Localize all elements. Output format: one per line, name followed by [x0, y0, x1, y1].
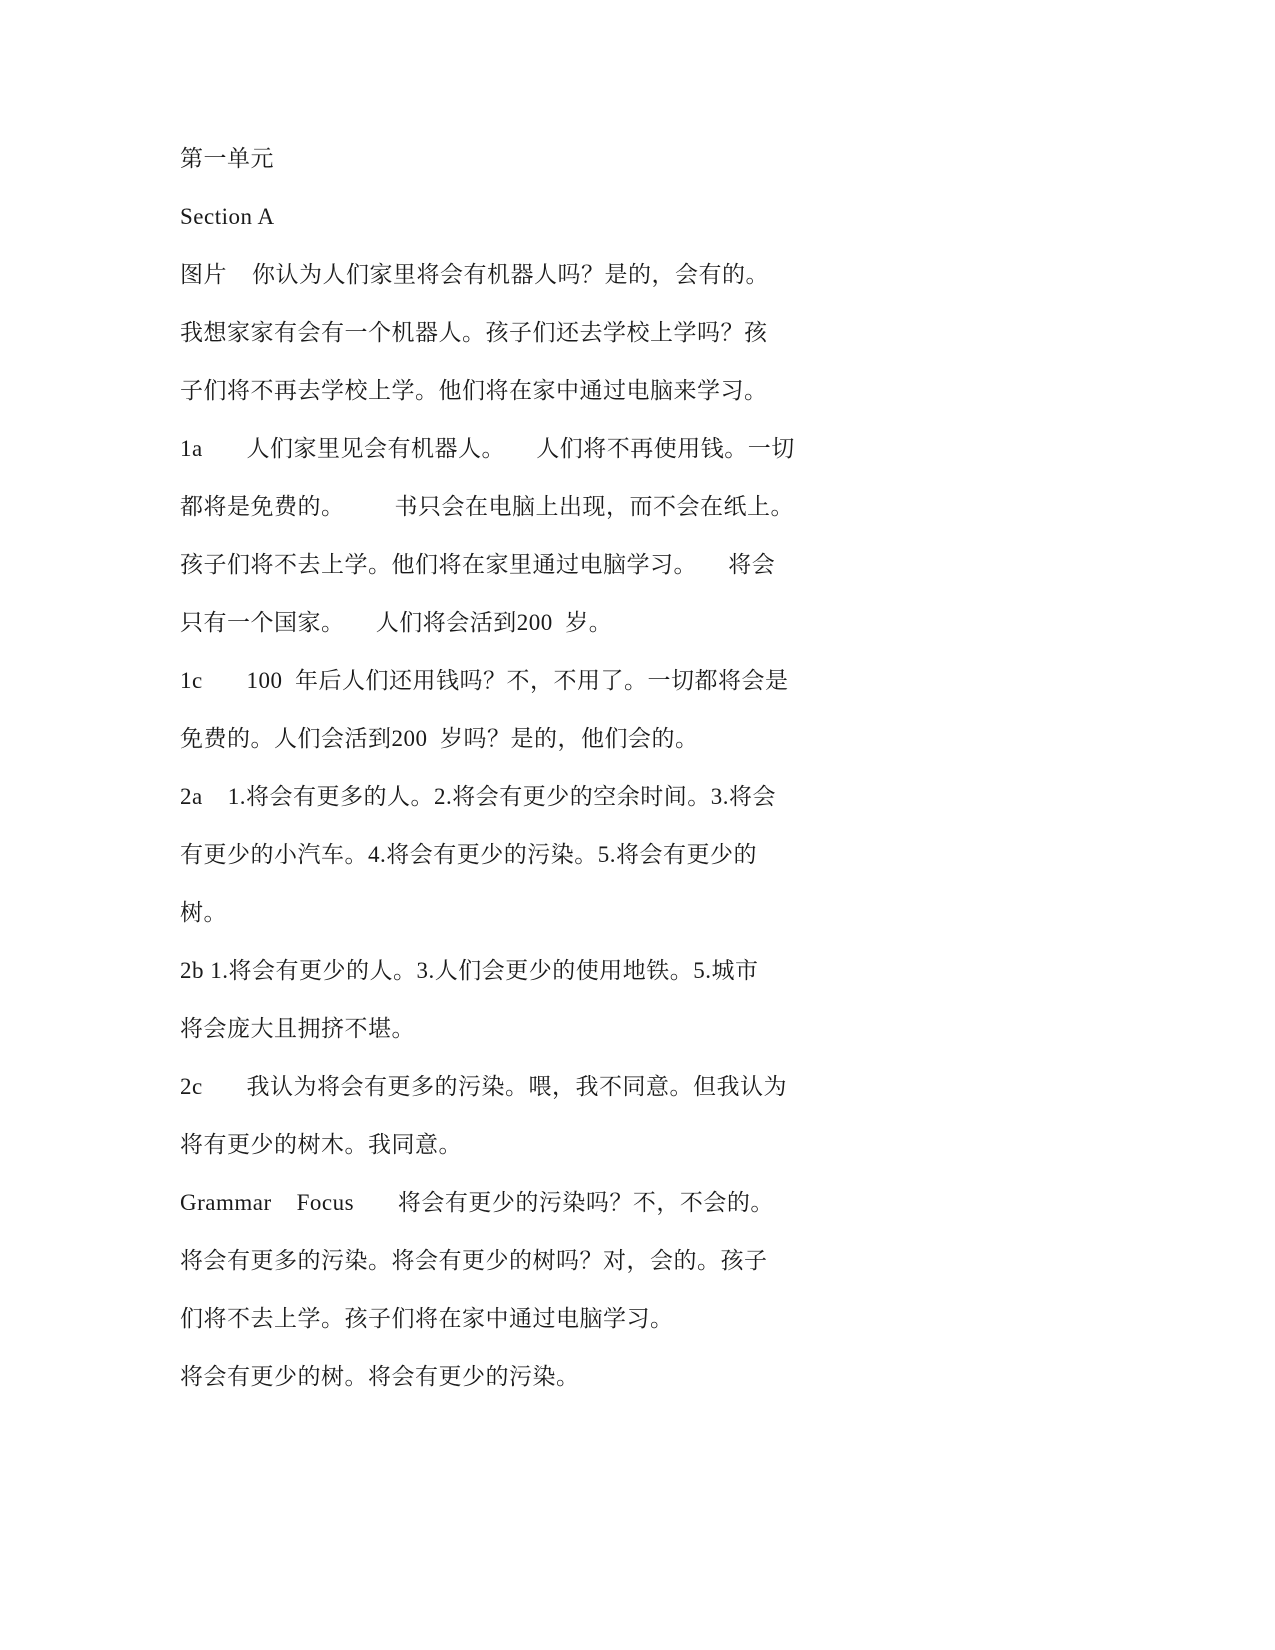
unit-title: 第一单元	[180, 146, 274, 171]
text-line: 2b 1.将会有更少的人。3.人们会更少的使用地铁。5.城市	[180, 958, 759, 983]
text-line: 2c 我认为将会有更多的污染。喂，我不同意。但我认为	[180, 1074, 787, 1099]
text-line: 图片 你认为人们家里将会有机器人吗？是的，会有的。	[180, 262, 769, 287]
text-line: 将有更少的树木。我同意。	[180, 1132, 462, 1157]
text-line: 我想家家有会有一个机器人。孩子们还去学校上学吗？孩	[180, 320, 768, 345]
text-line: 都将是免费的。 书只会在电脑上出现，而不会在纸上。	[180, 494, 794, 519]
text-line: Grammar Focus 将会有更少的污染吗？不，不会的。	[180, 1190, 774, 1215]
text-line: 子们将不再去学校上学。他们将在家中通过电脑来学习。	[180, 378, 768, 403]
document-body	[180, 142, 820, 1418]
text-line: 们将不去上学。孩子们将在家中通过电脑学习。	[180, 1306, 674, 1331]
text-line: 孩子们将不去上学。他们将在家里通过电脑学习。 将会	[180, 552, 776, 577]
text-line: 2a 1.将会有更多的人。2.将会有更少的空余时间。3.将会	[180, 784, 776, 809]
section-heading: Section A	[180, 204, 275, 229]
text-line: 免费的。人们会活到200 岁吗？是的，他们会的。	[180, 726, 699, 751]
text-line: 1a 人们家里见会有机器人。 人们将不再使用钱。一切	[180, 436, 795, 461]
text-line: 树。	[180, 900, 227, 925]
text-line: 将会有更少的树。将会有更少的污染。	[180, 1364, 580, 1389]
text-line: 将会庞大且拥挤不堪。	[180, 1016, 415, 1041]
text-line: 1c 100 年后人们还用钱吗？不，不用了。一切都将会是	[180, 668, 789, 693]
text-line: 有更少的小汽车。4.将会有更少的污染。5.将会有更少的	[180, 842, 757, 867]
text-line: 只有一个国家。 人们将会活到200 岁。	[180, 610, 613, 635]
text-line: 将会有更多的污染。将会有更少的树吗？对，会的。孩子	[180, 1248, 768, 1273]
